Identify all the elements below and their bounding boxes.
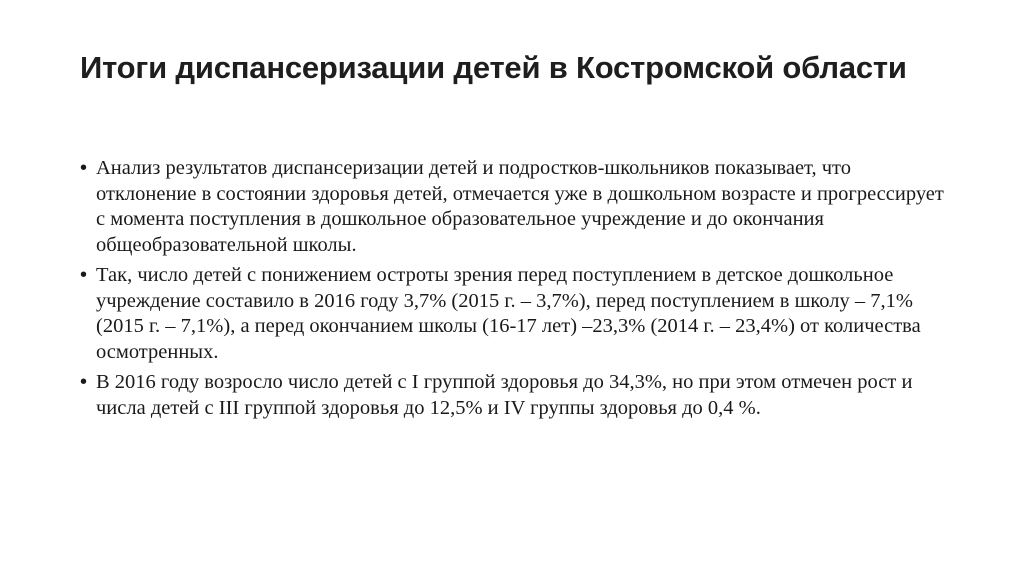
bullet-list [80,156,950,426]
slide-title: Итоги диспансеризации детей в Костромской области [80,50,907,85]
bullet-icon: • [80,371,88,393]
bullet-item [80,370,950,421]
bullet-text: В 2016 году возросло число детей с I группой здоровья до 34,3%, но при этом отмечен рост и числа детей с III группой здоровья до 12,5% и IV группы здоровья до 0,4 %. [96,371,913,419]
bullet-text: Так, число детей с понижением остроты зрения перед поступлением в детское дошкольное учреждение составило в 2016 году 3,7% (2015 г. – 3,7%), перед поступлением в школу – 7,1% (2015 г. – 7,1%), а перед окончанием школы (16-17 лет) –23,3% (2014 г. – 23,4%) от количества осмотренных. [96,264,921,363]
bullet-item [80,156,950,258]
bullet-text: Анализ результатов диспансеризации детей и подростков-школьников показывает, что отклонение в состоянии здоровья детей, отмечается уже в дошкольном возрасте и прогрессирует с момента поступления в дошкольное образовательное учреждение и до окончания общеобразовательной школы. [96,157,944,256]
bullet-icon: • [80,157,88,179]
bullet-icon: • [80,264,88,286]
bullet-item [80,263,950,365]
